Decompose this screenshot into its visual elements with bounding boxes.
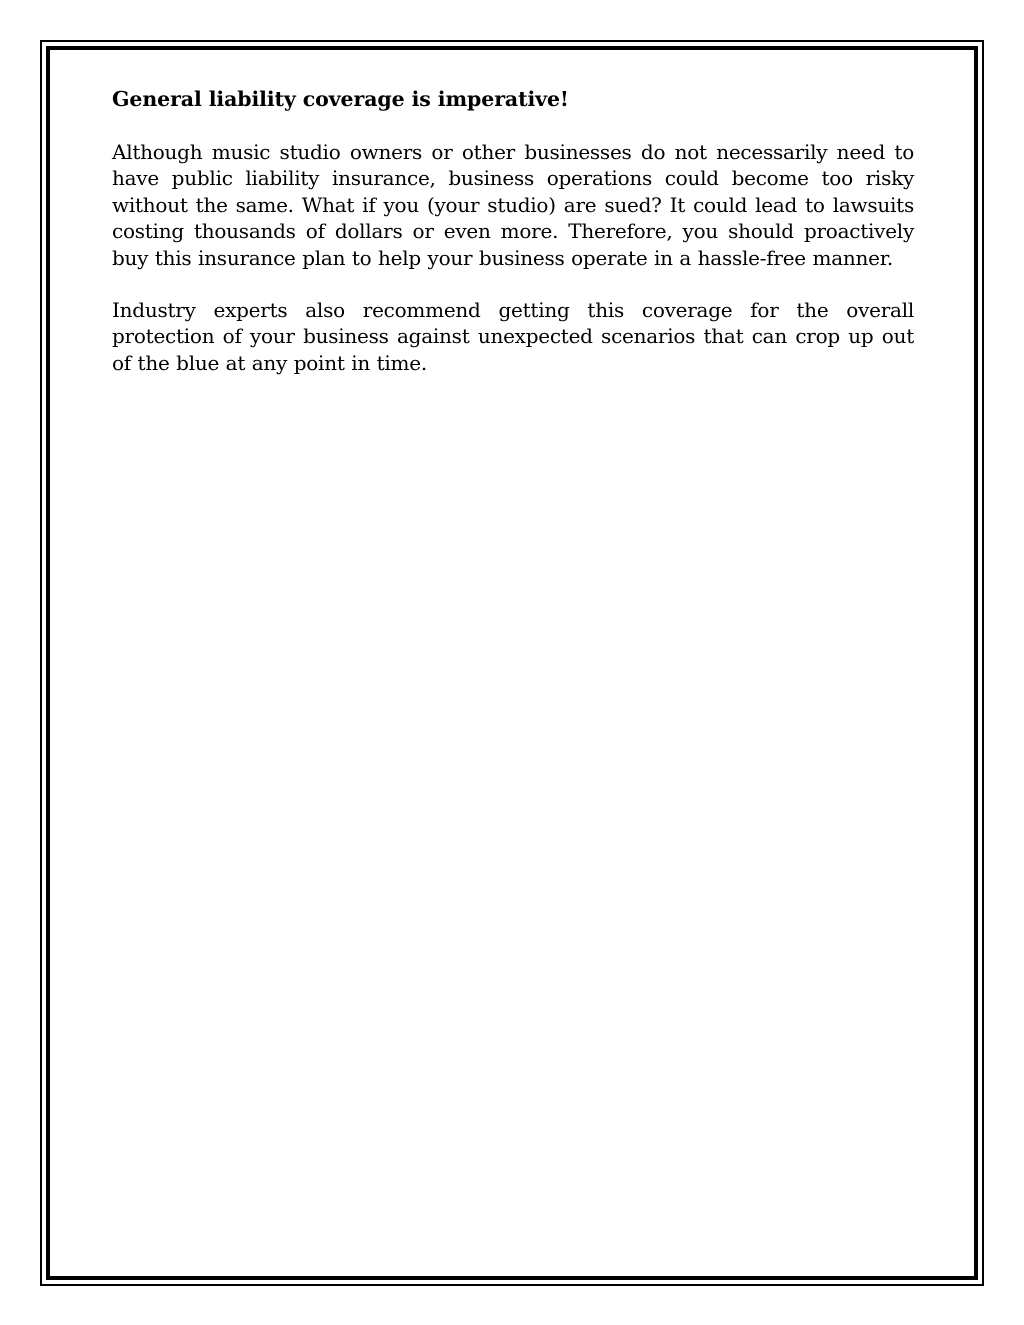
section-heading: General liability coverage is imperative! [112,87,569,111]
paragraph-2: Industry experts also recommend getting this coverage for the overall protection of your business against unexpected scenarios that can crop up out of the blue at any point in time. [112,298,914,375]
paragraph-1: Although music studio owners or other businesses do not necessarily need to have public liability insurance, business operations could become too risky without the same. What if you (your studio) are sued? It could lead to lawsuits costing thousands of dollars or even more. Therefore, you should proactively buy this insurance plan to help your business operate in a hassle-free manner. [112,140,914,270]
document-body [112,86,914,402]
